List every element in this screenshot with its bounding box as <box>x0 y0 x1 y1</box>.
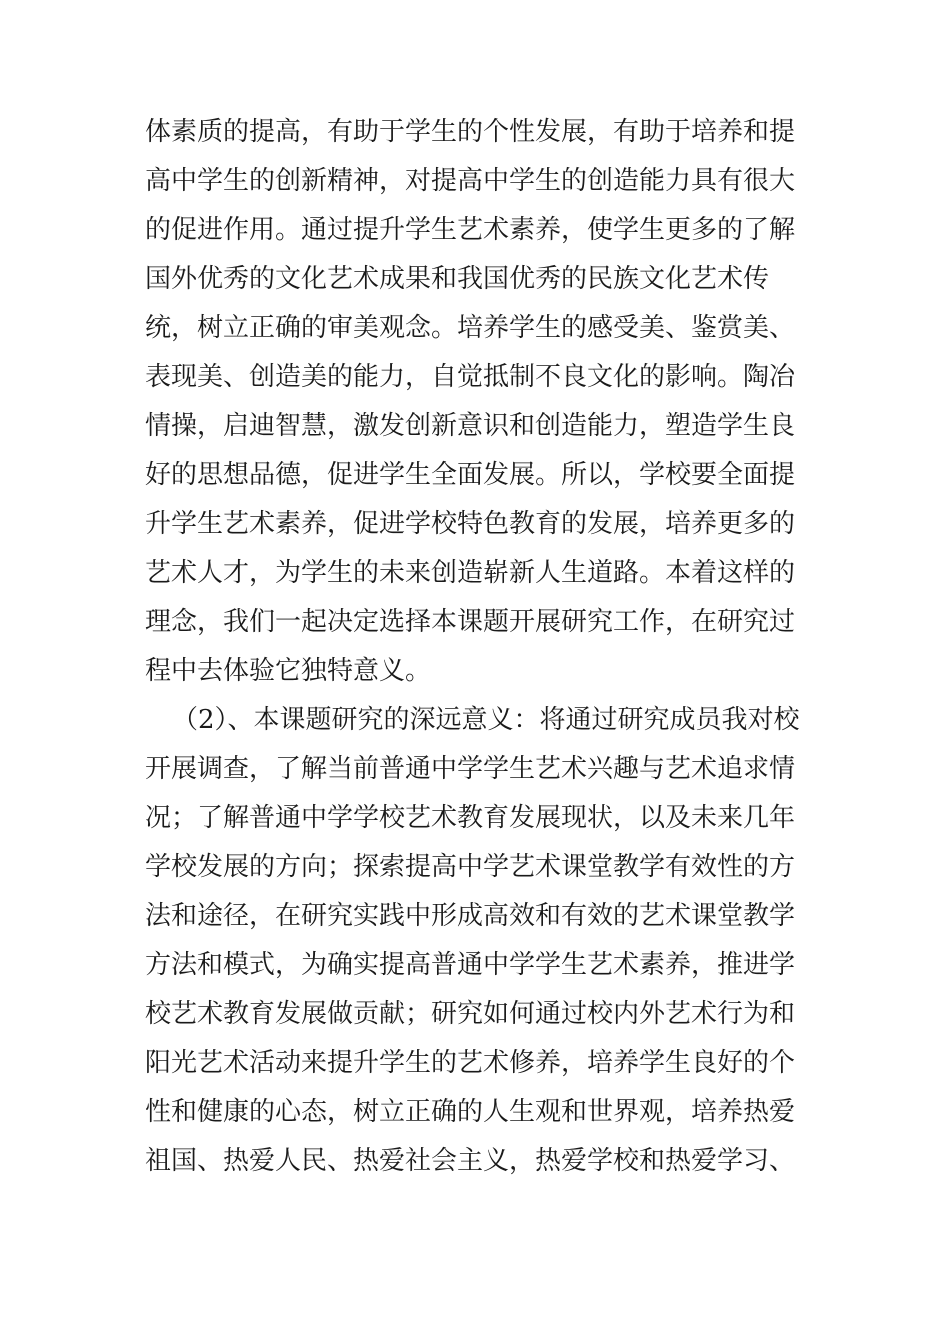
paragraph-line: 程中去体验它独特意义。 <box>145 656 432 686</box>
paragraph-line: 高中学生的创新精神，对提高中学生的创造能力具有很大 <box>145 166 796 196</box>
paragraph-line: 祖国、热爱人民、热爱社会主义，热爱学校和热爱学习、 <box>145 1146 796 1176</box>
paragraph-line: 校艺术教育发展做贡献；研究如何通过校内外艺术行为和 <box>145 999 796 1029</box>
paragraph-line: 学校发展的方向；探索提高中学艺术课堂教学有效性的方 <box>145 852 796 882</box>
paragraph-line: 的促进作用。通过提升学生艺术素养，使学生更多的了解 <box>145 215 796 245</box>
paragraph-line: 况；了解普通中学学校艺术教育发展现状，以及未来几年 <box>145 803 796 833</box>
paragraph-line: 法和途径，在研究实践中形成高效和有效的艺术课堂教学 <box>145 901 796 931</box>
paragraph-line: 情操，启迪智慧，激发创新意识和创造能力，塑造学生良 <box>145 411 796 441</box>
paragraph-line: 国外优秀的文化艺术成果和我国优秀的民族文化艺术传 <box>145 264 770 294</box>
paragraph-line: 体素质的提高，有助于学生的个性发展，有助于培养和提 <box>145 117 796 147</box>
paragraph-line: 好的思想品德，促进学生全面发展。所以，学校要全面提 <box>145 460 796 490</box>
paragraph-line: 艺术人才，为学生的未来创造崭新人生道路。本着这样的 <box>145 558 796 588</box>
paragraph-line: 方法和模式，为确实提高普通中学学生艺术素养，推进学 <box>145 950 796 980</box>
paragraph-line: 性和健康的心态，树立正确的人生观和世界观，培养热爱 <box>145 1097 796 1127</box>
paragraph-line: 表现美、创造美的能力，自觉抵制不良文化的影响。陶冶 <box>145 362 796 392</box>
paragraph-heading-line: （2）、本课题研究的深远意义：将通过研究成员我对校 <box>172 705 800 735</box>
paragraph-line: 理念，我们一起决定选择本课题开展研究工作，在研究过 <box>145 607 796 637</box>
paragraph-line: 阳光艺术活动来提升学生的艺术修养，培养学生良好的个 <box>145 1048 796 1078</box>
paragraph-line: 统，树立正确的审美观念。培养学生的感受美、鉴赏美、 <box>145 313 796 343</box>
paragraph-line: 升学生艺术素养，促进学校特色教育的发展，培养更多的 <box>145 509 796 539</box>
paragraph-line: 开展调查，了解当前普通中学学生艺术兴趣与艺术追求情 <box>145 754 796 784</box>
